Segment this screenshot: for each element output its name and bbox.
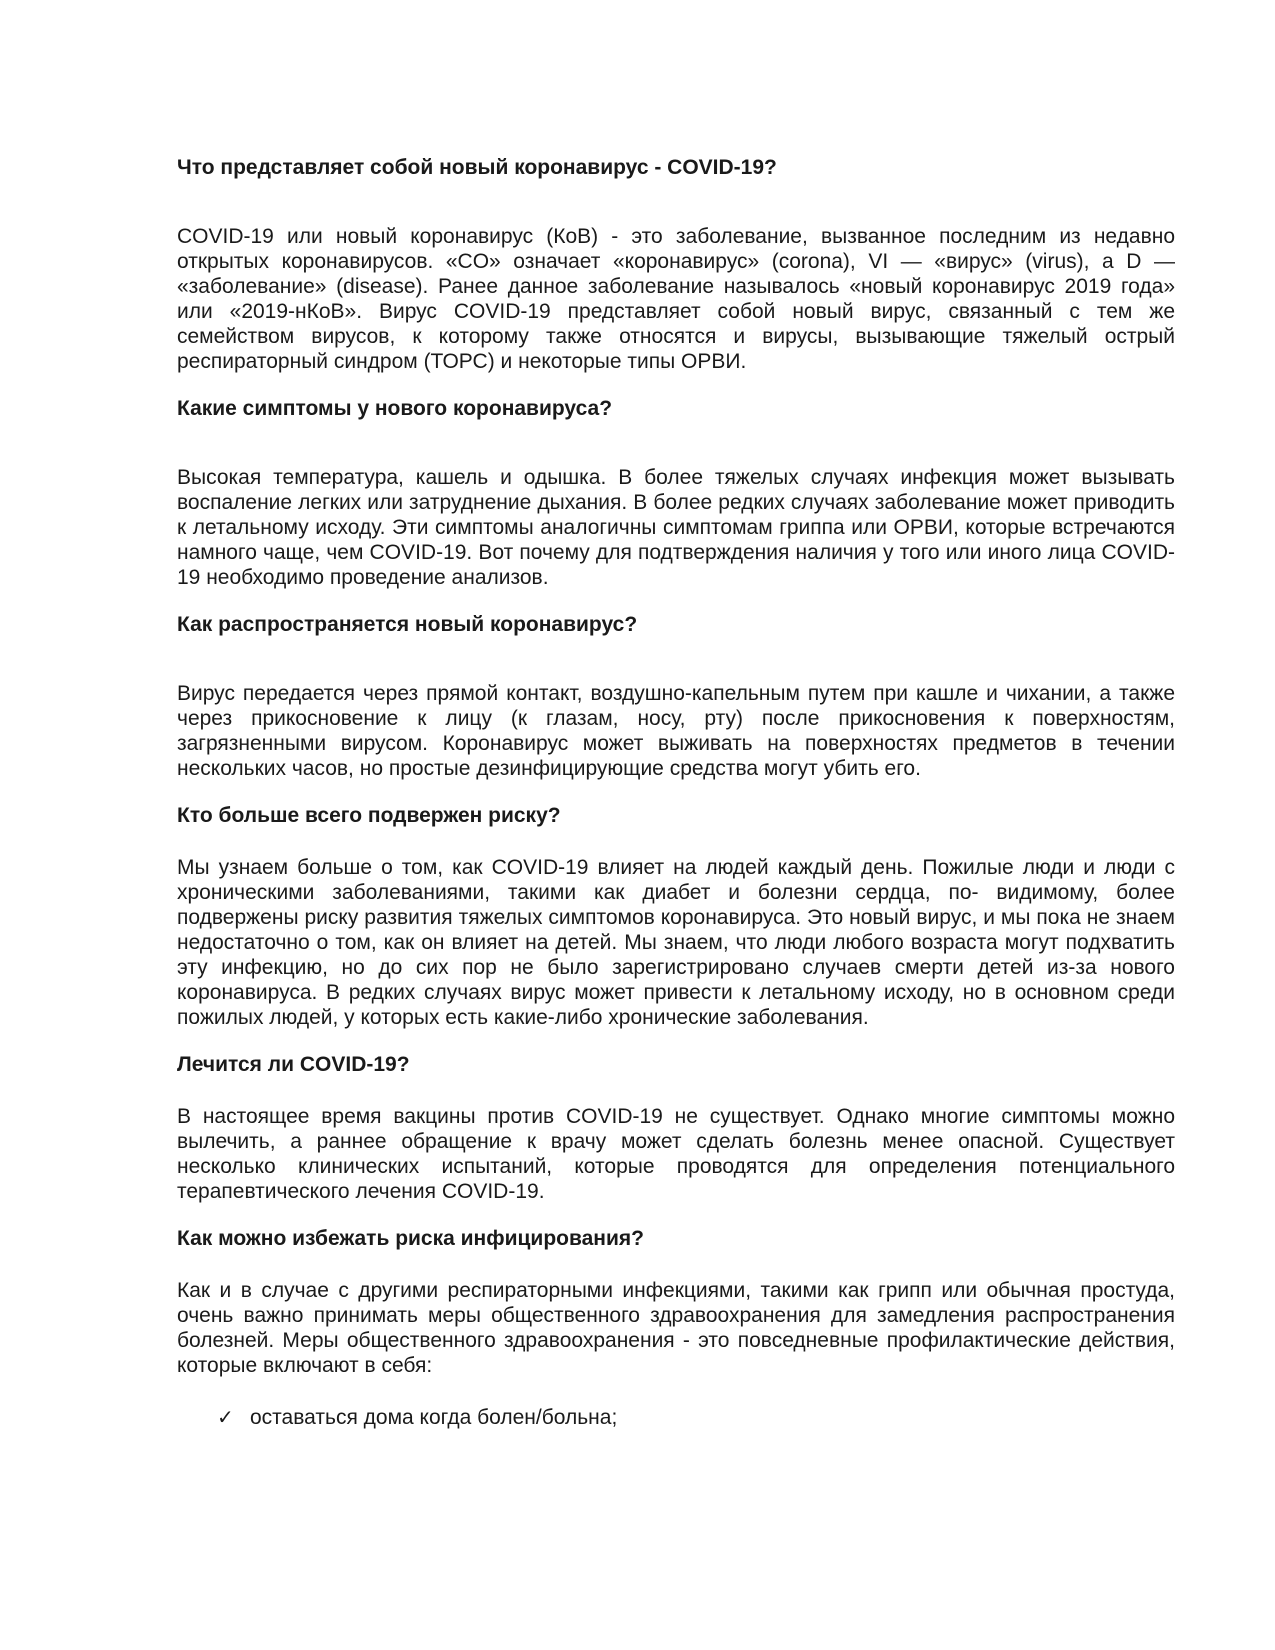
section-paragraph: В настоящее время вакцины против COVID-19 не существует. Однако многие симптомы можно вылечить, а раннее обращение к врачу может сделать болезнь менее опасной. Существует несколько клинических испытаний, которые проводятся для определения потенциального терапевтического лечения COVID-19. (177, 1105, 1175, 1203)
section-heading: Как распространяется новый коронавирус? (177, 613, 638, 636)
checklist-item-text: оставаться дома когда болен/больна; (250, 1406, 618, 1429)
section-paragraph: COVID-19 или новый коронавирус (КоВ) - это заболевание, вызванное последним из недавно открытых коронавирусов. «CO» означает «коронавирус» (corona), VI — «вирус» (virus), а D — «заболевание» (disease). Ранее данное заболевание называлось «новый коронавирус 2019 года» или «2019-нКоВ». Вирус COVID-19 представляет собой новый вирус, связанный с тем же семейством вирусов, к которому также относятся и вирусы, вызывающие тяжелый острый респираторный синдром (ТОРС) и некоторые типы ОРВИ. (177, 225, 1175, 373)
section-heading: Лечится ли COVID-19? (177, 1053, 410, 1076)
section-heading: Как можно избежать риска инфицирования? (177, 1227, 644, 1250)
section-heading: Что представляет собой новый коронавирус - COVID-19? (177, 156, 777, 179)
section-paragraph: Вирус передается через прямой контакт, воздушно-капельным путем при кашле и чихании, а также через прикосновение к лицу (к глазам, носу, рту) после прикосновения к поверхностям, загрязненными вирусом. Коронавирус может выживать на поверхностях предметов в течении нескольких часов, но простые дезинфицирующие средства могут убить его. (177, 682, 1175, 780)
prevention-checklist (177, 1405, 1175, 1430)
document-content (177, 155, 1175, 1430)
section-paragraph: Как и в случае с другими респираторными инфекциями, такими как грипп или обычная простуда, очень важно принимать меры общественного здравоохранения для замедления распространения болезней. Меры общественного здравоохранения - это повседневные профилактические действия, которые включают в себя: (177, 1279, 1175, 1377)
section-paragraph: Высокая температура, кашель и одышка. В более тяжелых случаях инфекция может вызывать воспаление легких или затруднение дыхания. В более редких случаях заболевание может приводить к летальному исходу. Эти симптомы аналогичны симптомам гриппа или ОРВИ, которые встречаются намного чаще, чем COVID-19. Вот почему для подтверждения наличия у того или иного лица COVID-19 необходимо проведение анализов. (177, 466, 1175, 589)
section-heading: Какие симптомы у нового коронавируса? (177, 397, 613, 420)
section-heading: Кто больше всего подвержен риску? (177, 804, 561, 827)
section-paragraph: Мы узнаем больше о том, как COVID-19 влияет на людей каждый день. Пожилые люди и люди с хроническими заболеваниями, такими как диабет и болезни сердца, по- видимому, более подвержены риску развития тяжелых симптомов коронавируса. Это новый вирус, и мы пока не знаем недостаточно о том, как он влияет на детей. Мы знаем, что люди любого возраста могут подхватить эту инфекцию, но до сих пор не было зарегистрировано случаев смерти детей из-за нового коронавируса. В редких случаях вирус может привести к летальному исходу, но в основном среди пожилых людей, у которых есть какие-либо хронические заболевания. (177, 856, 1175, 1029)
checkmark-icon: ✓ (217, 1405, 234, 1429)
checklist-item (177, 1405, 1175, 1430)
